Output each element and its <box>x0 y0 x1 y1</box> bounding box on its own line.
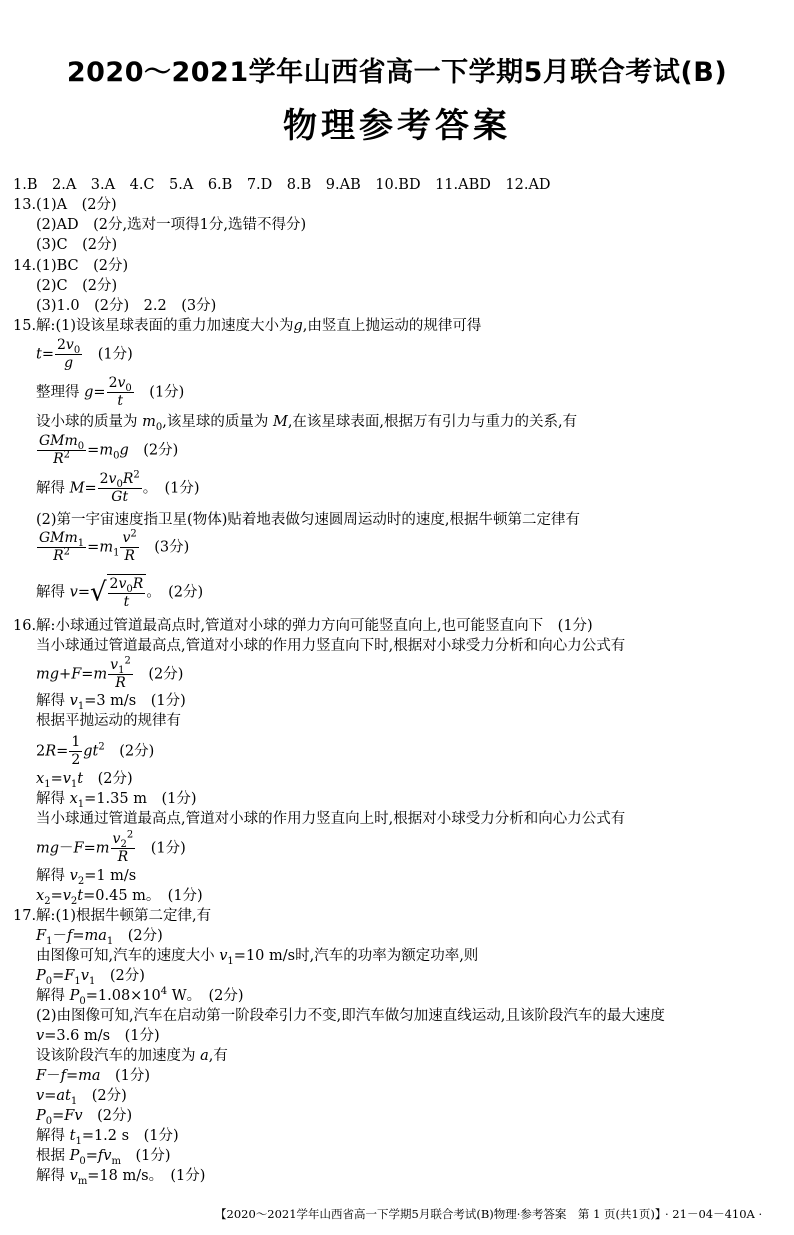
q13-part2: (2)AD (2分,选对一项得1分,选错不得分) <box>36 217 307 233</box>
q16-eq-up: mg－F=m $\frac{v_2^2}{R}$ (1分) <box>36 829 186 865</box>
q16-result-v1: 解得 $v_1=3$ m/s (1分) <box>36 693 186 712</box>
q17-eq-v-at: $v=at_1$ (2分) <box>36 1088 127 1107</box>
q17-eq-p-fvm: 根据 $P_0=fv_m$ (1分) <box>36 1148 171 1167</box>
q16-eq-x1: $x_1=v_1t$ (2分) <box>36 771 133 790</box>
q17-result-power: 解得 $P_0=1.08\times 10^4$ W。 (2分) <box>36 986 244 1007</box>
q17-eq-newton: $F_1-f=ma_1$ (2分) <box>36 928 163 947</box>
q17-part2-intro: (2)由图像可知,汽车在启动第一阶段牵引力不变,即汽车做匀加速直线运动,且该阶段汽车的最大速度 <box>36 1008 665 1024</box>
q17-graph-note: 由图像可知,汽车的速度大小 $v_1=10$ m/s时,汽车的功率为额定功率,则 <box>36 948 479 967</box>
q16-result-x1: 解得 $x_1=1.35$ m (1分) <box>36 791 197 810</box>
q16-result-v2: 解得 $v_2=1$ m/s <box>36 868 137 887</box>
q15-mass-setup: 设小球的质量为 $m_0$,该星球的质量为 M,在该星球表面,根据万有引力与重力的关系,有 <box>36 414 578 433</box>
q16-case-up: 当小球通过管道最高点,管道对小球的作用力竖直向上时,根据对小球受力分析和向心力公式有 <box>36 811 626 827</box>
document-subtitle: 物理参考答案 <box>283 106 511 146</box>
q15-eq-gravity: GMm$_0$ $R^2$ $=m_0g$ (2分) <box>39 433 179 467</box>
q15-part2-intro: (2)第一宇宙速度指卫星(物体)贴着地表做匀速圆周运动时的速度,根据牛顿第二定律有 <box>36 512 580 528</box>
q13-part1: 13.(1)A (2分) <box>13 197 117 213</box>
q14-part2: (2)C (2分) <box>36 278 118 294</box>
q17-result-vm: 解得 $v_m=18$ m/s。 (1分) <box>36 1168 206 1187</box>
q17-max-velocity: v=3.6 m/s (1分) <box>36 1028 160 1044</box>
multiple-choice-answers: 1.B 2.A 3.A 4.C 5.A 6.B 7.D 8.B 9.AB 10.BD 11.ABD 12.AD <box>13 177 551 193</box>
document-code: · 21－04－410A · <box>665 1207 763 1221</box>
q16-projectile-intro: 根据平抛运动的规律有 <box>36 713 181 729</box>
q16-eq-down: mg+F=m $\frac{v_1^2}{R}$ (2分) <box>36 655 184 691</box>
q16-result-x2: $x_2=v_2t=0.45$ m。 (1分) <box>36 888 203 907</box>
q15-intro: 15.解:(1)设该星球表面的重力加速度大小为g,由竖直上抛运动的规律可得 <box>13 318 482 334</box>
q16-intro: 16.解:小球通过管道最高点时,管道对小球的弹力方向可能竖直向上,也可能竖直向下 (1分) <box>13 618 593 634</box>
q17-eq-accel: F－f=ma (1分) <box>36 1068 151 1084</box>
q16-eq-fall: 2R= $\frac{1}{2}$ $gt^2$ (2分) <box>36 734 155 768</box>
q14-part3: (3)1.0 (2分) 2.2 (3分) <box>36 298 217 314</box>
exam-title: 2020～2021学年山西省高一下学期5月联合考试(B) <box>66 57 728 88</box>
q16-case-down: 当小球通过管道最高点,管道对小球的作用力竖直向下时,根据对小球受力分析和向心力公式有 <box>36 638 626 654</box>
q17-eq-power: $P_0=F_1v_1$ (2分) <box>36 968 145 987</box>
q15-eq-velocity: 解得 v=√ $\frac{2v_0R}{t}$ 。 (2分) <box>36 576 204 610</box>
q14-part1: 14.(1)BC (2分) <box>13 258 129 274</box>
q13-part3: (3)C (2分) <box>36 237 118 253</box>
q17-accel-setup: 设该阶段汽车的加速度为 a,有 <box>36 1048 228 1064</box>
q17-result-t1: 解得 $t_1=1.2$ s (1分) <box>36 1128 179 1147</box>
q15-eq-orbit: GMm$_1$ $R^2$ $=m_1$ $\frac{v^2}{R}$ (3分) <box>39 528 190 564</box>
q17-eq-p-fv: $P_0=Fv$ (2分) <box>36 1108 133 1127</box>
q15-eq-time: t= $\frac{2v_0}{g}$ (1分) <box>36 337 133 371</box>
page-footer: 【2020～2021学年山西省高一下学期5月联合考试(B)物理·参考答案 第 1 页(共1页)】 <box>215 1207 667 1221</box>
q17-intro: 17.解:(1)根据牛顿第二定律,有 <box>13 908 212 924</box>
q15-eq-mass: 解得 M= $\frac{2v_0R^2}{Gt}$ 。 (1分) <box>36 469 200 505</box>
q15-eq-g: 整理得 g= $\frac{2v_0}{t}$ (1分) <box>36 375 185 409</box>
